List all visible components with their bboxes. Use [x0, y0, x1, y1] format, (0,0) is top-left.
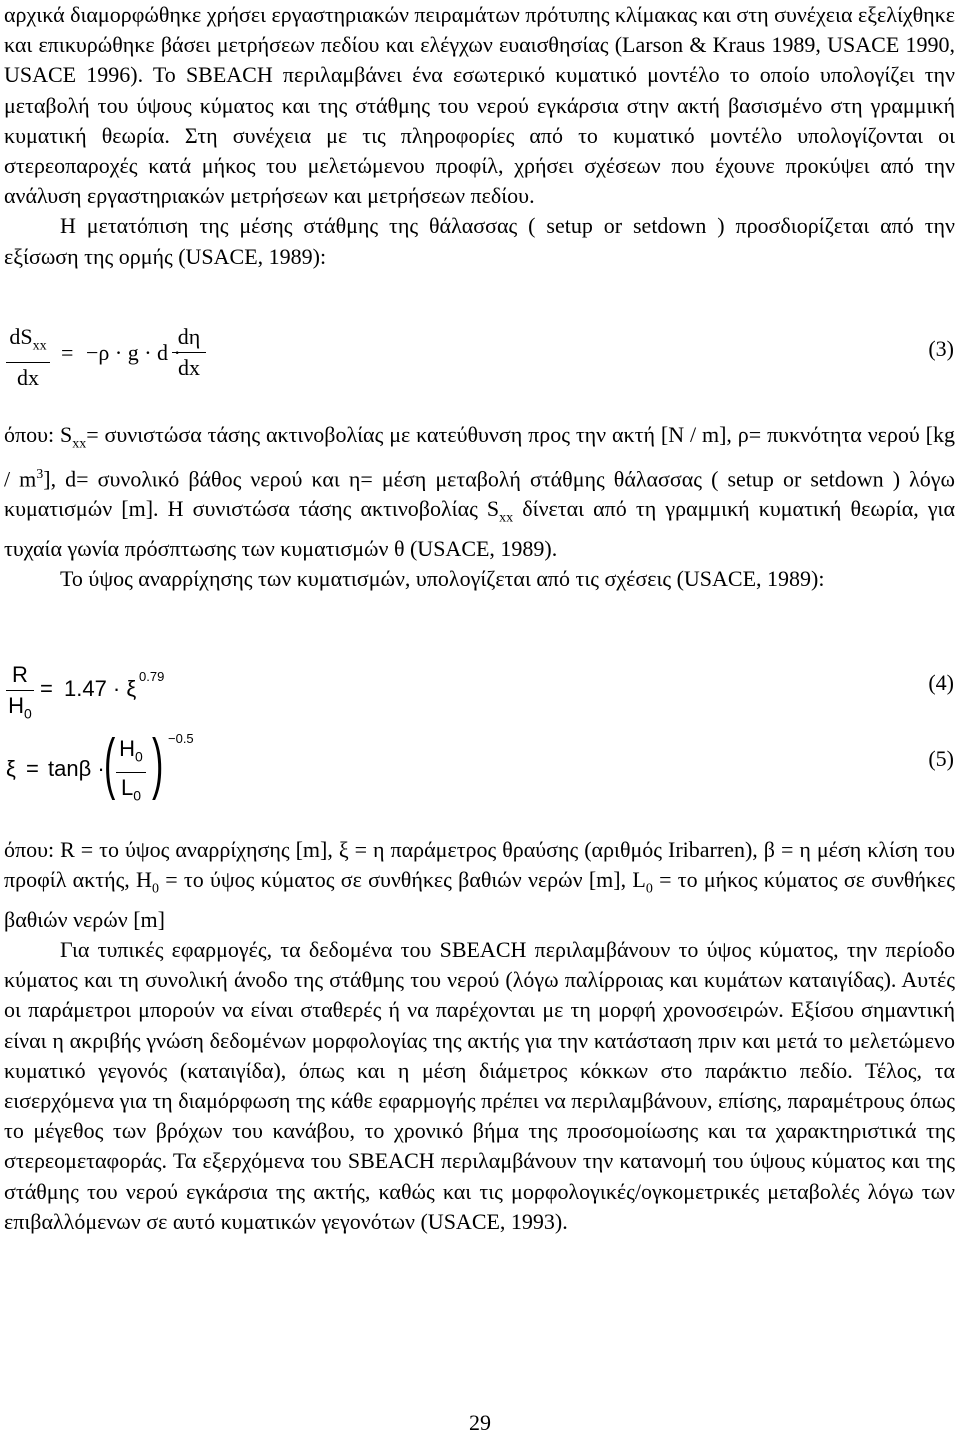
equation-3: [6, 322, 954, 392]
eq4-equals: =: [40, 676, 53, 701]
paragraph-5-a: όπου: R = το ύψος αναρρίχησης [m], ξ = η παράμετρος θραύσης (αριθμός Iribarren), β = η μέση κλίση του προφίλ ακτής, H: [4, 837, 955, 893]
paragraph-5-sub1: 0: [151, 881, 159, 897]
paragraph-5-b: = το ύψος κύματος σε συνθήκες βαθιών νερών [m], L: [158, 867, 646, 893]
paragraph-3-sub2: xx: [499, 510, 514, 526]
eq3-lhs-denominator: dx: [6, 362, 50, 393]
eq3-number: (3): [928, 336, 954, 361]
eq4-coefficient: 1.47 · ξ: [64, 676, 137, 701]
eq5-left-paren: (: [104, 725, 116, 801]
paragraph-final: [4, 835, 955, 1237]
paragraph-6: Για τυπικές εφαρμογές, τα δεδομένα του SBEACH περιλαμβάνουν το ύψος κύματος, την περίοδο κύματος και τη συνολική άνοδο της στάθμης του νερού (λόγω παλίρροιας και κυμάτων καταιγίδας). Αυτές οι παράμετροι μπορούν να είναι σταθερές ή να παρέχονται με τη μορφή χρονοσειρών. Εξίσου σημαντική είναι η ακριβής γνώση δεδομένων μορφολογίας της ακτής για την κατάσταση πριν και μετά το μελετώμενο κυματικό γεγονός (καταιγίδα), όπως και η μέση διάμετρος κόκκων στο παράκτιο πεδίο. Τέλος, τα εισερχόμενα για τη διαμόρφωση της κάθε εφαρμογής πρέπει να περιλαμβάνουν, επίσης, παραμέτρους όπως το μέγεθος των βρόχων του κανάβου, το χρονικό βήμα της προσομοίωσης και τα χαρακτηριστικά της στερεομεταφοράς. Τα εξερχόμενα του SBEACH περιλαμβάνουν την κατανομή του ύψους κύματος και της στάθμης του νερού εγκάρσια της ακτής, καθώς και τις μορφολογικές/ογκομετρικές μεταβολές λόγω των επιβαλλόμενων σε αυτό κυματικών γεγονότων (USACE, 1993).: [4, 937, 955, 1234]
eq5-lhs: ξ: [6, 756, 16, 781]
paragraph-definitions: [4, 420, 955, 594]
eq5-function: tanβ ·: [48, 756, 105, 781]
eq5-equals: =: [26, 756, 39, 781]
paragraph-1: αρχικά διαμορφώθηκε χρήσει εργαστηριακών πειραμάτων πρότυπης κλίμακας και στη συνέχεια εξελίχθηκε και επικυρώθηκε βάσει μετρήσεων πεδίου και ελέγχων ευαισθησίας (Larson & Kraus 1989, USACE 1990, USACE 1996). Το SBEACH περιλαμβάνει ένα εσωτερικό κυματικό μοντέλο το οποίο υπολογίζει την μεταβολή του ύψους κύματος και της στάθμης του νερού εγκάρσια στην ακτή βασισμένο στη γραμμική κυματική θεωρία. Στη συνέχεια με τις πληροφορίες από το κυματικό μοντέλο υπολογίζονται οι στερεοπαροχές κατά μήκος του μελετώμενου προφίλ, χρήσει σχέσεων που έχουνε προκύψει από την ανάλυση εργαστηριακών μετρήσεων και μετρήσεων πεδίου.: [4, 2, 955, 209]
paragraph-3-sub: xx: [72, 436, 87, 452]
eq5-fraction: [116, 734, 146, 810]
eq5-number: (5): [928, 746, 954, 771]
eq5-denominator-sub: 0: [133, 786, 142, 803]
paragraph-2: Η μετατόπιση της μέσης στάθμης της θάλασσας ( setup or setdown ) προσδιορίζεται από την εξίσωση της ορμής (USACE, 1989):: [4, 213, 955, 269]
paragraph-3-d: δίνεται από τη γραμμική κυματική θεωρία, για τυχαία γωνία πρόσπτωσης των κυματισμών θ (USACE, 1989).: [4, 496, 956, 561]
eq3-lhs-numerator: dS: [9, 324, 33, 349]
eq5-numerator: H: [119, 736, 136, 761]
eq4-fraction: [6, 660, 34, 729]
eq3-equals: =: [61, 340, 74, 365]
paragraph-3-a: όπου: S: [4, 422, 73, 447]
paragraph-intro: [4, 0, 955, 272]
page-number: 29: [469, 1410, 491, 1435]
eq3-middle-term: −ρ · g · d ·: [86, 340, 181, 365]
paragraph-3-sup: 3: [36, 466, 44, 482]
eq3-rhs-numerator: dη: [177, 324, 201, 349]
eq4-exponent: 0.79: [139, 669, 165, 684]
eq4-denominator: H: [8, 693, 25, 719]
paragraph-4: Το ύψος αναρρίχησης των κυματισμών, υπολογίζεται από τις σχέσεις (USACE, 1989):: [60, 565, 825, 591]
eq5-right-paren: ): [152, 725, 164, 801]
eq3-lhs-numerator-sub: xx: [32, 338, 47, 354]
eq3-rhs-denominator: dx: [172, 352, 206, 383]
eq5-exponent: −0.5: [168, 731, 194, 746]
equation-5: [6, 725, 954, 808]
paragraph-3-c: ], d= συνολικό βάθος νερού και η= μέση μεταβολή στάθμης θάλασσας ( setup or setdown ) λόγω κυματισμών [m]. Η συνιστώσα τάσης ακτινοβολίας S: [4, 465, 955, 522]
paragraph-3-b: = συνιστώσα τάσης ακτινοβολίας με κατεύθυνση προς την ακτή [N / m], ρ= πυκνότητα νερού [kg / m: [4, 422, 955, 491]
eq3-lhs-fraction: [6, 322, 50, 393]
eq5-numerator-sub: 0: [135, 748, 143, 765]
eq4-numerator: R: [12, 662, 28, 687]
equation-4: [6, 660, 954, 730]
eq3-rhs-fraction: [172, 322, 206, 383]
eq4-denominator-sub: 0: [24, 705, 32, 722]
eq5-denominator: L: [120, 774, 134, 800]
paragraph-5-sub2: 0: [645, 881, 653, 897]
eq4-number: (4): [928, 670, 954, 695]
paragraph-5-c: = το μήκος κύματος σε συνθήκες βαθιών νερών [m]: [4, 867, 955, 932]
